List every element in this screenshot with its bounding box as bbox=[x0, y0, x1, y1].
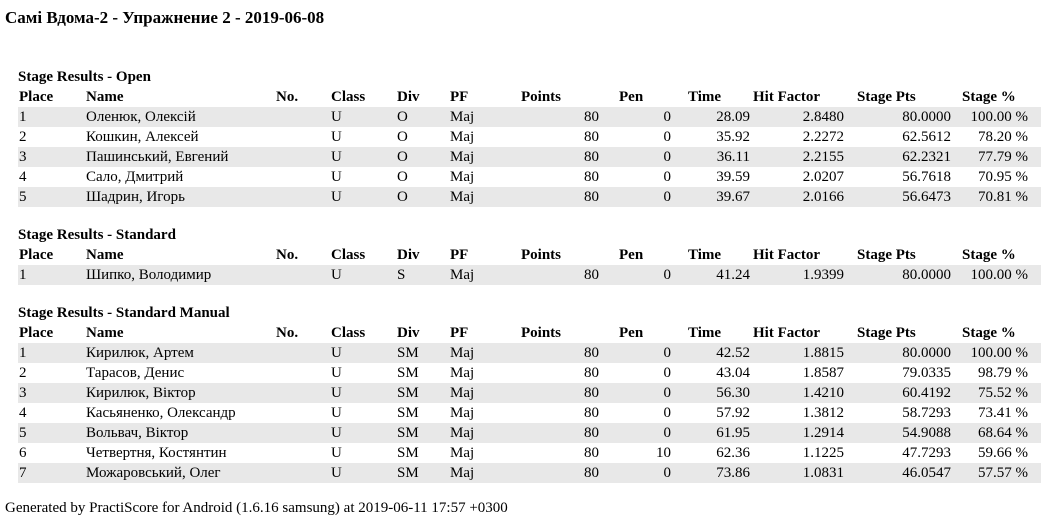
column-header-number: No. bbox=[276, 325, 299, 341]
column-header-time: Time bbox=[688, 325, 722, 341]
column-header-number: No. bbox=[276, 89, 299, 105]
cell-division: O bbox=[397, 187, 450, 207]
cell-penalty: 0 bbox=[601, 383, 674, 403]
cell-class: U bbox=[331, 365, 342, 381]
column-header-stage-percent: Stage % bbox=[962, 325, 1016, 341]
cell-penalty: 0 bbox=[601, 423, 674, 443]
generated-footer: Generated by PractiScore for Android (1.6.16 samsung) at 2019-06-11 17:57 +0300 bbox=[5, 500, 508, 516]
column-header-penalty: Pen bbox=[619, 89, 644, 105]
cell-name: Можаровський, Олег bbox=[86, 463, 276, 483]
cell-hit-factor: 1.1225 bbox=[802, 445, 844, 461]
column-header-power-factor: PF bbox=[450, 247, 469, 263]
cell-class: U bbox=[331, 147, 397, 167]
cell-penalty: 0 bbox=[601, 343, 674, 363]
cell-name: Оленюк, Олексій bbox=[86, 107, 276, 127]
cell-power-factor: Maj bbox=[450, 445, 475, 461]
cell-penalty: 10 bbox=[656, 445, 671, 461]
cell-time: 36.11 bbox=[674, 147, 750, 167]
column-header-hit-factor: Hit Factor bbox=[753, 89, 821, 105]
cell-points: 80 bbox=[502, 187, 601, 207]
cell-power-factor: Maj bbox=[450, 343, 502, 363]
column-header-stage-points: Stage Pts bbox=[857, 89, 916, 105]
cell-class: U bbox=[331, 187, 397, 207]
cell-power-factor: Maj bbox=[450, 187, 502, 207]
column-header-hit-factor: Hit Factor bbox=[753, 247, 821, 263]
cell-stage-points: 54.9088 bbox=[850, 423, 957, 443]
cell-penalty: 0 bbox=[663, 169, 671, 185]
cell-power-factor: Maj bbox=[450, 129, 475, 145]
cell-name: Четвертня, Костянтин bbox=[86, 445, 227, 461]
cell-power-factor: Maj bbox=[450, 365, 475, 381]
cell-name: Шадрин, Игорь bbox=[86, 187, 276, 207]
cell-class: U bbox=[331, 383, 397, 403]
column-header-hit-factor: Hit Factor bbox=[753, 325, 821, 341]
cell-time: 61.95 bbox=[674, 423, 750, 443]
cell-number bbox=[276, 343, 331, 363]
column-header-points: Points bbox=[521, 89, 562, 105]
cell-stage-percent: 98.79 % bbox=[978, 365, 1028, 381]
cell-time: 39.59 bbox=[716, 169, 750, 185]
table-row bbox=[18, 423, 1041, 443]
cell-penalty: 0 bbox=[663, 365, 671, 381]
column-header-penalty: Pen bbox=[619, 247, 644, 263]
column-header-division: Div bbox=[397, 247, 420, 263]
table-row bbox=[18, 147, 1041, 167]
cell-time: 43.04 bbox=[716, 365, 750, 381]
cell-class: U bbox=[331, 107, 397, 127]
section-title: Stage Results - Standard bbox=[18, 227, 176, 243]
table-row bbox=[18, 343, 1041, 363]
cell-stage-percent: 77.79 % bbox=[957, 147, 1041, 167]
cell-number bbox=[276, 127, 331, 147]
cell-penalty: 0 bbox=[601, 463, 674, 483]
section-title: Stage Results - Standard Manual bbox=[18, 305, 230, 321]
cell-place: 1 bbox=[18, 107, 86, 127]
cell-name: Кирилюк, Артем bbox=[86, 343, 276, 363]
cell-penalty: 0 bbox=[601, 107, 674, 127]
cell-name: Тарасов, Денис bbox=[86, 365, 185, 381]
cell-number bbox=[276, 265, 331, 285]
cell-hit-factor: 2.8480 bbox=[750, 107, 850, 127]
cell-name: Касьяненко, Олександр bbox=[86, 405, 236, 421]
cell-stage-points: 62.5612 bbox=[902, 129, 951, 145]
column-header-division: Div bbox=[397, 325, 420, 341]
cell-points: 80 bbox=[502, 147, 601, 167]
cell-penalty: 0 bbox=[601, 187, 674, 207]
cell-points: 80 bbox=[502, 423, 601, 443]
cell-number bbox=[276, 443, 331, 463]
table-row bbox=[18, 167, 1041, 187]
cell-stage-percent: 73.41 % bbox=[978, 405, 1028, 421]
cell-power-factor: Maj bbox=[450, 383, 502, 403]
cell-stage-percent: 75.52 % bbox=[957, 383, 1041, 403]
cell-number bbox=[276, 423, 331, 443]
cell-class: U bbox=[331, 169, 342, 185]
cell-power-factor: Maj bbox=[450, 147, 502, 167]
column-header-class: Class bbox=[331, 89, 366, 105]
cell-division: SM bbox=[397, 365, 419, 381]
cell-place: 2 bbox=[19, 365, 27, 381]
table-row bbox=[18, 107, 1041, 127]
cell-division: O bbox=[397, 107, 450, 127]
cell-division: SM bbox=[397, 383, 450, 403]
cell-stage-points: 56.7618 bbox=[902, 169, 951, 185]
results-section bbox=[18, 225, 1028, 285]
cell-stage-points: 80.0000 bbox=[850, 107, 957, 127]
cell-place: 5 bbox=[18, 187, 86, 207]
cell-stage-points: 79.0335 bbox=[902, 365, 951, 381]
cell-points: 80 bbox=[502, 463, 601, 483]
cell-name: Кирилюк, Віктор bbox=[86, 383, 276, 403]
column-header-place: Place bbox=[19, 325, 54, 341]
cell-stage-points: 60.4192 bbox=[850, 383, 957, 403]
column-header-stage-points: Stage Pts bbox=[857, 325, 916, 341]
cell-points: 80 bbox=[502, 107, 601, 127]
cell-power-factor: Maj bbox=[450, 423, 502, 443]
cell-hit-factor: 1.8587 bbox=[802, 365, 844, 381]
header-row bbox=[18, 245, 1041, 265]
cell-points: 80 bbox=[584, 445, 599, 461]
cell-class: U bbox=[331, 405, 342, 421]
column-header-power-factor: PF bbox=[450, 89, 469, 105]
cell-place: 3 bbox=[18, 147, 86, 167]
cell-number bbox=[276, 403, 331, 423]
cell-penalty: 0 bbox=[663, 129, 671, 145]
column-header-class: Class bbox=[331, 247, 366, 263]
cell-power-factor: Maj bbox=[450, 107, 502, 127]
table-row bbox=[18, 403, 1041, 423]
cell-stage-points: 80.0000 bbox=[850, 265, 957, 285]
cell-stage-percent: 70.95 % bbox=[978, 169, 1028, 185]
cell-name: Сало, Дмитрий bbox=[86, 169, 184, 185]
column-header-name: Name bbox=[86, 325, 124, 341]
cell-number bbox=[276, 167, 331, 187]
column-header-time: Time bbox=[688, 89, 722, 105]
column-header-stage-points: Stage Pts bbox=[857, 247, 916, 263]
column-header-points: Points bbox=[521, 247, 562, 263]
cell-division: SM bbox=[397, 445, 419, 461]
cell-time: 41.24 bbox=[674, 265, 750, 285]
cell-number bbox=[276, 463, 331, 483]
column-header-name: Name bbox=[86, 89, 124, 105]
cell-hit-factor: 1.4210 bbox=[750, 383, 850, 403]
cell-number bbox=[276, 147, 331, 167]
cell-stage-percent: 57.57 % bbox=[957, 463, 1041, 483]
table-row bbox=[18, 443, 1041, 463]
cell-stage-percent: 100.00 % bbox=[957, 265, 1041, 285]
cell-division: SM bbox=[397, 463, 450, 483]
cell-number bbox=[276, 383, 331, 403]
column-header-penalty: Pen bbox=[619, 325, 644, 341]
section-title: Stage Results - Open bbox=[18, 69, 151, 85]
cell-place: 1 bbox=[18, 343, 86, 363]
cell-stage-points: 46.0547 bbox=[850, 463, 957, 483]
header-row bbox=[18, 323, 1041, 343]
cell-place: 5 bbox=[18, 423, 86, 443]
cell-stage-percent: 68.64 % bbox=[957, 423, 1041, 443]
cell-place: 3 bbox=[18, 383, 86, 403]
cell-time: 35.92 bbox=[716, 129, 750, 145]
cell-number bbox=[276, 363, 331, 383]
table-row bbox=[18, 363, 1041, 383]
cell-place: 2 bbox=[19, 129, 27, 145]
results-table bbox=[18, 323, 1041, 483]
cell-stage-percent: 59.66 % bbox=[978, 445, 1028, 461]
cell-division: SM bbox=[397, 423, 450, 443]
cell-points: 80 bbox=[502, 265, 601, 285]
cell-points: 80 bbox=[584, 129, 599, 145]
cell-division: O bbox=[397, 147, 450, 167]
cell-division: O bbox=[397, 169, 408, 185]
table-row bbox=[18, 187, 1041, 207]
results-section bbox=[18, 67, 1028, 207]
table-row bbox=[18, 265, 1041, 285]
cell-hit-factor: 1.2914 bbox=[750, 423, 850, 443]
column-header-name: Name bbox=[86, 247, 124, 263]
column-header-stage-percent: Stage % bbox=[962, 89, 1016, 105]
cell-hit-factor: 2.2155 bbox=[750, 147, 850, 167]
cell-points: 80 bbox=[502, 383, 601, 403]
cell-points: 80 bbox=[584, 405, 599, 421]
cell-number bbox=[276, 187, 331, 207]
cell-place: 1 bbox=[18, 265, 86, 285]
cell-time: 39.67 bbox=[674, 187, 750, 207]
results-section bbox=[18, 303, 1028, 483]
cell-penalty: 0 bbox=[601, 265, 674, 285]
cell-name: Кошкин, Алексей bbox=[86, 129, 199, 145]
table-row bbox=[18, 383, 1041, 403]
table-row bbox=[18, 127, 1041, 147]
cell-points: 80 bbox=[502, 343, 601, 363]
cell-place: 4 bbox=[19, 405, 27, 421]
cell-place: 7 bbox=[18, 463, 86, 483]
cell-time: 56.30 bbox=[674, 383, 750, 403]
table-row bbox=[18, 463, 1041, 483]
cell-hit-factor: 1.3812 bbox=[802, 405, 844, 421]
cell-name: Шипко, Володимир bbox=[86, 265, 276, 285]
cell-stage-percent: 100.00 % bbox=[957, 107, 1041, 127]
cell-stage-points: 62.2321 bbox=[850, 147, 957, 167]
column-header-time: Time bbox=[688, 247, 722, 263]
results-table bbox=[18, 245, 1041, 285]
column-header-class: Class bbox=[331, 325, 366, 341]
cell-power-factor: Maj bbox=[450, 405, 475, 421]
cell-class: U bbox=[331, 423, 397, 443]
cell-stage-points: 58.7293 bbox=[902, 405, 951, 421]
cell-stage-points: 56.6473 bbox=[850, 187, 957, 207]
cell-hit-factor: 2.2272 bbox=[802, 129, 844, 145]
cell-class: U bbox=[331, 343, 397, 363]
cell-name: Вольвач, Віктор bbox=[86, 423, 276, 443]
column-header-points: Points bbox=[521, 325, 562, 341]
column-header-stage-percent: Stage % bbox=[962, 247, 1016, 263]
cell-division: SM bbox=[397, 405, 419, 421]
column-header-power-factor: PF bbox=[450, 325, 469, 341]
cell-place: 4 bbox=[19, 169, 27, 185]
cell-stage-points: 47.7293 bbox=[902, 445, 951, 461]
cell-penalty: 0 bbox=[601, 147, 674, 167]
cell-class: U bbox=[331, 463, 397, 483]
cell-time: 62.36 bbox=[716, 445, 750, 461]
column-header-place: Place bbox=[19, 247, 54, 263]
cell-stage-points: 80.0000 bbox=[850, 343, 957, 363]
cell-penalty: 0 bbox=[663, 405, 671, 421]
cell-power-factor: Maj bbox=[450, 265, 502, 285]
cell-stage-percent: 70.81 % bbox=[957, 187, 1041, 207]
column-header-place: Place bbox=[19, 89, 54, 105]
cell-time: 73.86 bbox=[674, 463, 750, 483]
cell-number bbox=[276, 107, 331, 127]
cell-place: 6 bbox=[19, 445, 27, 461]
cell-division: O bbox=[397, 129, 408, 145]
cell-points: 80 bbox=[584, 365, 599, 381]
cell-hit-factor: 1.9399 bbox=[750, 265, 850, 285]
page-title: Самі Вдома-2 - Упражнение 2 - 2019-06-08 bbox=[5, 8, 325, 27]
cell-class: U bbox=[331, 445, 342, 461]
cell-stage-percent: 78.20 % bbox=[978, 129, 1028, 145]
cell-hit-factor: 1.0831 bbox=[750, 463, 850, 483]
header-row bbox=[18, 87, 1041, 107]
cell-name: Пашинський, Евгений bbox=[86, 147, 276, 167]
cell-class: U bbox=[331, 129, 342, 145]
results-table bbox=[18, 87, 1041, 207]
cell-time: 28.09 bbox=[674, 107, 750, 127]
cell-hit-factor: 2.0207 bbox=[802, 169, 844, 185]
cell-division: S bbox=[397, 265, 450, 285]
cell-class: U bbox=[331, 265, 397, 285]
cell-stage-percent: 100.00 % bbox=[957, 343, 1041, 363]
cell-time: 57.92 bbox=[716, 405, 750, 421]
cell-division: SM bbox=[397, 343, 450, 363]
cell-power-factor: Maj bbox=[450, 169, 475, 185]
cell-hit-factor: 1.8815 bbox=[750, 343, 850, 363]
cell-time: 42.52 bbox=[674, 343, 750, 363]
column-header-division: Div bbox=[397, 89, 420, 105]
cell-points: 80 bbox=[584, 169, 599, 185]
column-header-number: No. bbox=[276, 247, 299, 263]
cell-power-factor: Maj bbox=[450, 463, 502, 483]
cell-hit-factor: 2.0166 bbox=[750, 187, 850, 207]
